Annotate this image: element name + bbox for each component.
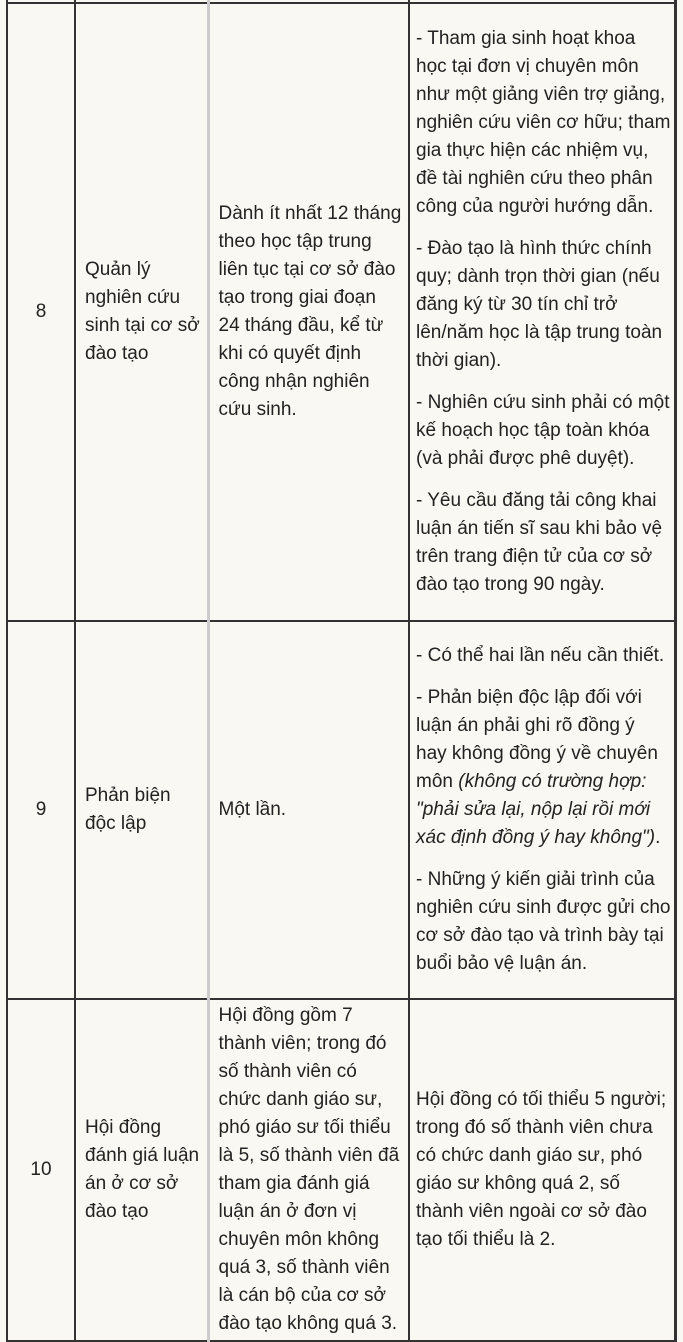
italic-text-segment: (không có trường hợp: "phải sửa lại, nộp lại rồi mới xác định đồng ý hay không") bbox=[416, 771, 656, 848]
category-cell: Hội đồng đánh giá luận án ở cơ sở đào tạo bbox=[75, 999, 208, 1341]
text-segment: - Đào tạo là hình thức chính quy; dành trọn thời gian (nếu đăng ký từ 30 tín chỉ trở lên/năm học là tập trung toàn thời gian). bbox=[416, 238, 663, 371]
table-row bbox=[7, 3, 675, 621]
detail-cell-a bbox=[208, 3, 409, 621]
text-segment: - Những ý kiến giải trình của nghiên cứu sinh được gửi cho cơ sở đào tạo và trình bày tại buổi bảo vệ luận án. bbox=[416, 869, 671, 974]
text-segment: - Có thể hai lần nếu cần thiết. bbox=[416, 645, 665, 666]
paragraph bbox=[416, 642, 671, 670]
detail-cell-a bbox=[208, 999, 409, 1341]
text-segment: Hội đồng có tối thiểu 5 người; trong đó số thành viên chưa có chức danh giáo sư, phó giáo sư không quá 2, số thành viên ngoài cơ sở đào tạo tối thiểu là 2. bbox=[416, 1089, 667, 1250]
table-row bbox=[7, 999, 675, 1341]
paragraph bbox=[416, 235, 671, 375]
paragraph bbox=[219, 796, 403, 824]
table-row bbox=[7, 621, 675, 999]
detail-cell-b bbox=[409, 3, 675, 621]
paragraph bbox=[416, 684, 671, 852]
paragraph bbox=[416, 866, 671, 978]
detail-cell-b bbox=[409, 999, 675, 1341]
paragraph bbox=[416, 25, 671, 221]
paragraph bbox=[219, 200, 403, 424]
paragraph bbox=[416, 389, 671, 473]
text-segment: - Tham gia sinh hoạt khoa học tại đơn vị chuyên môn như một giảng viên trợ giảng, nghiên cứu viên cơ hữu; tham gia thực hiện các nhiệm vụ, đề tài nghiên cứu theo phân công của người hướng dẫn. bbox=[416, 28, 671, 217]
paragraph bbox=[416, 487, 671, 599]
category-cell: Phản biện độc lập bbox=[75, 621, 208, 999]
detail-cell-a bbox=[208, 621, 409, 999]
text-segment: . bbox=[655, 827, 661, 848]
paragraph bbox=[219, 1002, 403, 1338]
category-cell: Quản lý nghiên cứu sinh tại cơ sở đào tạo bbox=[75, 3, 208, 621]
row-number-cell: 10 bbox=[7, 999, 75, 1341]
table-body bbox=[7, 0, 675, 1341]
text-segment: Dành ít nhất 12 tháng theo học tập trung liên tục tại cơ sở đào tạo trong giai đoạn 24 tháng đầu, kể từ khi có quyết định công nhận nghiên cứu sinh. bbox=[218, 203, 402, 420]
row-number-cell: 8 bbox=[7, 3, 75, 621]
text-segment: - Phản biện độc lập đối với luận án phải ghi rõ đồng ý hay không đồng ý về chuyên môn bbox=[416, 687, 658, 792]
row-number-cell: 9 bbox=[7, 621, 75, 999]
regulation-comparison-table bbox=[6, 0, 677, 1342]
text-segment: Hội đồng gồm 7 thành viên; trong đó số thành viên có chức danh giáo sư, phó giáo sư tối thiểu là 5, số thành viên đã tham gia đánh giá luận án ở đơn vị chuyên môn không quá 3, số thành viên là cán bộ của cơ sở đào tạo không quá 3. bbox=[218, 1005, 400, 1334]
text-segment: - Yêu cầu đăng tải công khai luận án tiến sĩ sau khi bảo vệ trên trang điện tử của cơ sở đào tạo trong 90 ngày. bbox=[416, 490, 663, 595]
paragraph bbox=[416, 1086, 671, 1254]
text-segment: - Nghiên cứu sinh phải có một kế hoạch học tập toàn khóa (và phải được phê duyệt). bbox=[416, 392, 670, 469]
text-segment: Một lần. bbox=[218, 799, 287, 820]
detail-cell-b bbox=[409, 621, 675, 999]
